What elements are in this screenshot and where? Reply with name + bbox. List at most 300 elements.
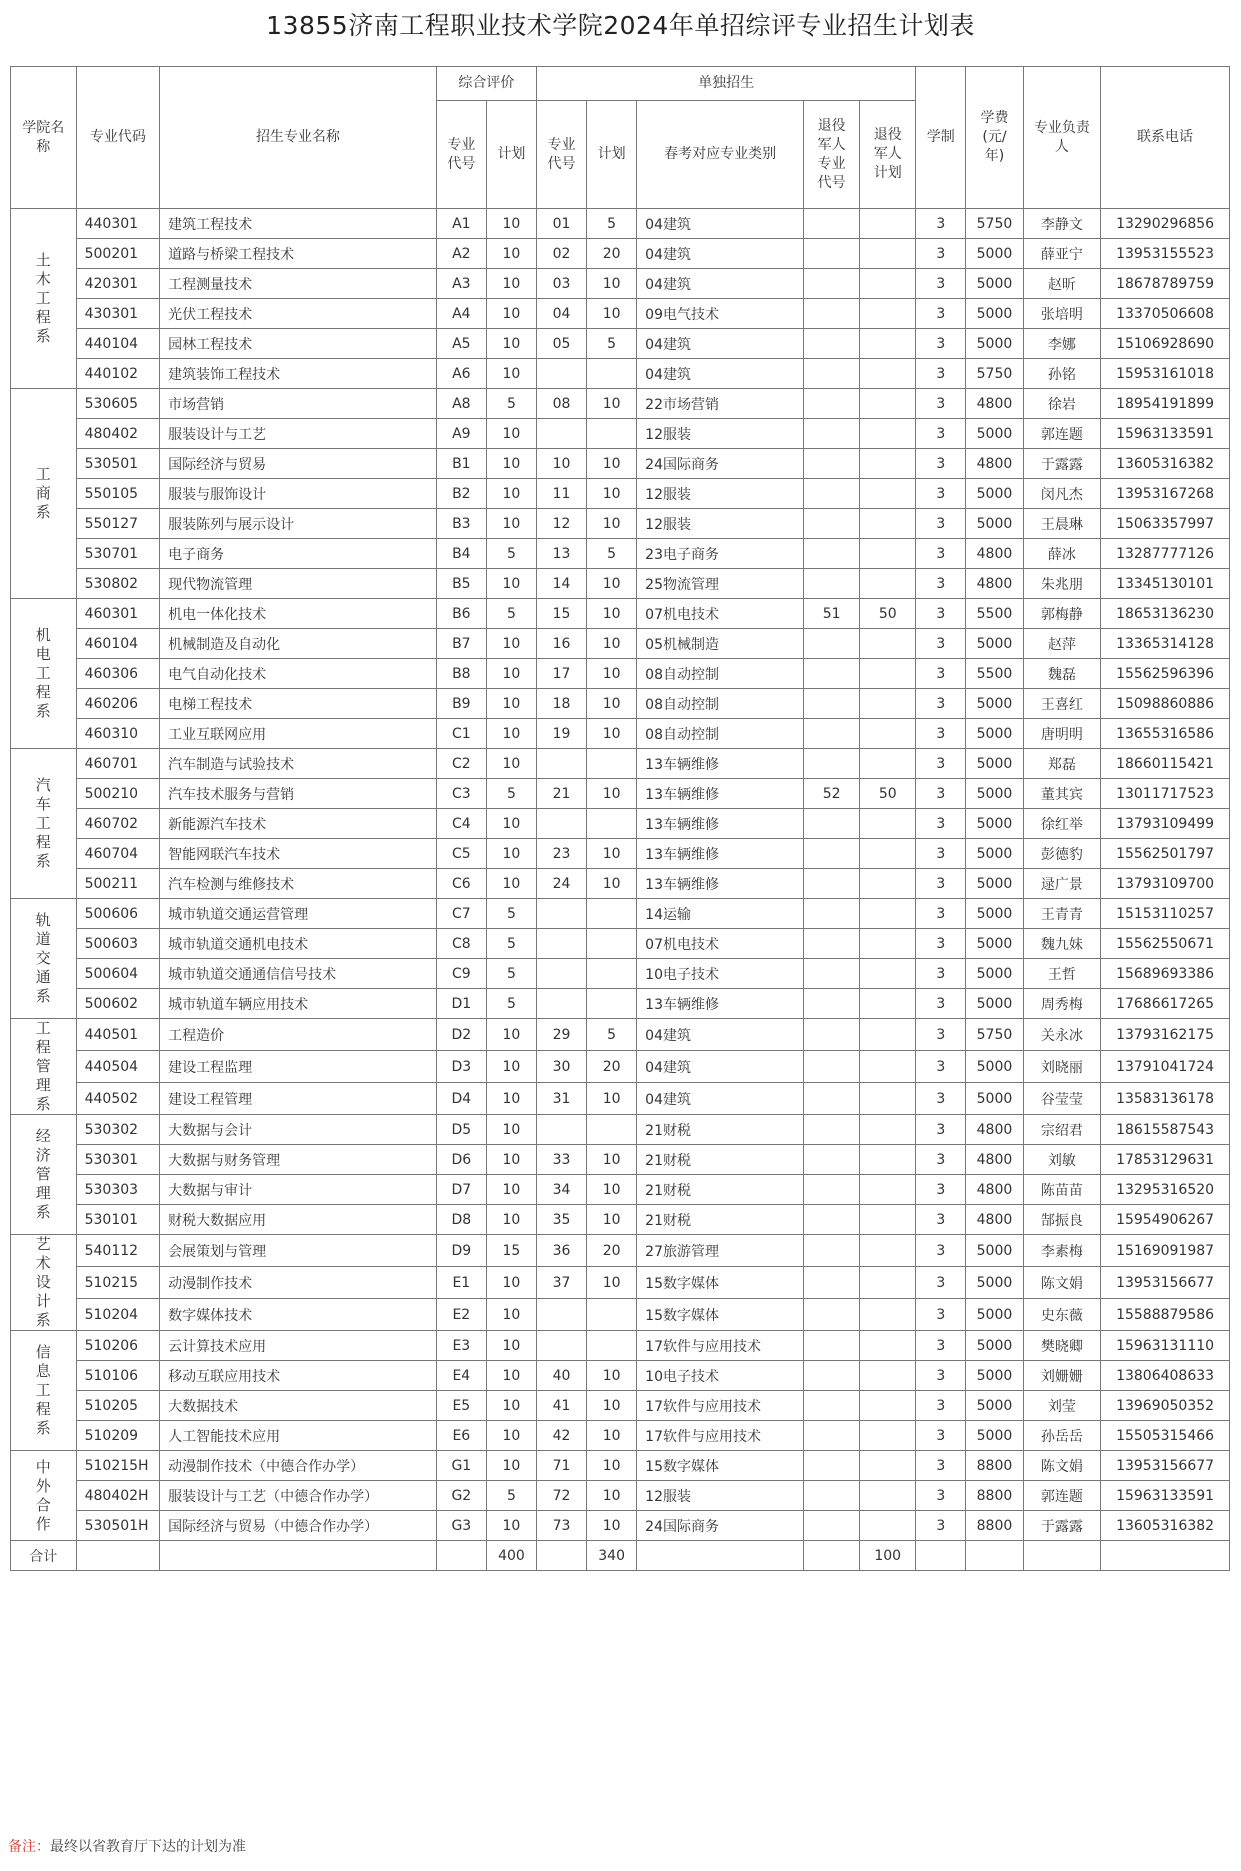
head-cell: 陈苗苗 — [1023, 1175, 1101, 1205]
major-code-cell: 510215H — [76, 1451, 159, 1481]
major-code-cell: 460206 — [76, 689, 159, 719]
phone-cell: 15963133591 — [1101, 419, 1230, 449]
head-cell: 孙铭 — [1023, 359, 1101, 389]
veteran-plan-cell — [860, 1331, 916, 1361]
veteran-plan-cell — [860, 1361, 916, 1391]
ddzs-code-cell: 42 — [536, 1421, 586, 1451]
major-name-cell: 建设工程管理 — [160, 1083, 437, 1115]
major-code-cell: 460701 — [76, 749, 159, 779]
veteran-code-cell: 52 — [804, 779, 860, 809]
ddzs-category-cell: 04建筑 — [637, 1019, 804, 1051]
fee-cell: 4800 — [966, 1175, 1023, 1205]
table-row — [11, 299, 1230, 329]
major-name-cell: 电梯工程技术 — [160, 689, 437, 719]
major-name-cell: 道路与桥梁工程技术 — [160, 239, 437, 269]
table-row — [11, 239, 1230, 269]
table-row — [11, 599, 1230, 629]
table-row — [11, 509, 1230, 539]
department-name: 土木工程系 — [11, 209, 77, 389]
zhpj-code-cell: C1 — [436, 719, 486, 749]
table-row — [11, 1421, 1230, 1451]
ddzs-code-cell — [536, 749, 586, 779]
ddzs-plan-cell: 5 — [587, 539, 637, 569]
head-cell: 樊晓卿 — [1023, 1331, 1101, 1361]
major-name-cell: 现代物流管理 — [160, 569, 437, 599]
fee-cell: 5000 — [966, 929, 1023, 959]
fee-cell: 4800 — [966, 569, 1023, 599]
ddzs-plan-cell — [587, 989, 637, 1019]
ddzs-code-cell — [536, 809, 586, 839]
major-name-cell: 服装与服饰设计 — [160, 479, 437, 509]
fee-cell: 5750 — [966, 1019, 1023, 1051]
fee-cell: 5000 — [966, 1083, 1023, 1115]
major-code-cell: 440104 — [76, 329, 159, 359]
veteran-plan-cell — [860, 569, 916, 599]
veteran-plan-cell — [860, 1511, 916, 1541]
veteran-code-cell — [804, 1331, 860, 1361]
ddzs-category-cell: 17软件与应用技术 — [637, 1391, 804, 1421]
ddzs-code-cell: 34 — [536, 1175, 586, 1205]
ddzs-category-cell: 21财税 — [637, 1175, 804, 1205]
years-cell: 3 — [916, 1451, 966, 1481]
totals-veteran: 100 — [860, 1541, 916, 1571]
table-row — [11, 1511, 1230, 1541]
phone-cell: 13365314128 — [1101, 629, 1230, 659]
table-row — [11, 449, 1230, 479]
header-major-name: 招生专业名称 — [160, 67, 437, 209]
veteran-code-cell — [804, 509, 860, 539]
ddzs-category-cell: 15数字媒体 — [637, 1267, 804, 1299]
phone-cell: 15063357997 — [1101, 509, 1230, 539]
footnote-label: 备注： — [8, 1839, 50, 1855]
years-cell: 3 — [916, 419, 966, 449]
major-name-cell: 工业互联网应用 — [160, 719, 437, 749]
fee-cell: 8800 — [966, 1451, 1023, 1481]
ddzs-plan-cell: 10 — [587, 1361, 637, 1391]
ddzs-code-cell — [536, 359, 586, 389]
years-cell: 3 — [916, 899, 966, 929]
ddzs-category-cell: 04建筑 — [637, 269, 804, 299]
ddzs-category-cell: 21财税 — [637, 1145, 804, 1175]
fee-cell: 5500 — [966, 599, 1023, 629]
ddzs-code-cell: 01 — [536, 209, 586, 239]
ddzs-plan-cell: 10 — [587, 509, 637, 539]
zhpj-code-cell: D2 — [436, 1019, 486, 1051]
ddzs-plan-cell: 10 — [587, 1421, 637, 1451]
major-code-cell: 550127 — [76, 509, 159, 539]
zhpj-code-cell: B9 — [436, 689, 486, 719]
zhpj-plan-cell: 5 — [486, 959, 536, 989]
table-row — [11, 1299, 1230, 1331]
head-cell: 郭连题 — [1023, 1481, 1101, 1511]
head-cell: 王晨琳 — [1023, 509, 1101, 539]
ddzs-plan-cell — [587, 359, 637, 389]
zhpj-plan-cell: 10 — [486, 1361, 536, 1391]
ddzs-plan-cell: 10 — [587, 299, 637, 329]
page-title: 13855济南工程职业技术学院2024年单招综评专业招生计划表 — [266, 11, 975, 40]
header-fee: 学费(元/年) — [966, 67, 1023, 209]
table-row — [11, 1019, 1230, 1051]
years-cell: 3 — [916, 809, 966, 839]
veteran-plan-cell — [860, 839, 916, 869]
header-ddzs-category: 春考对应专业类别 — [637, 101, 804, 209]
major-code-cell: 500606 — [76, 899, 159, 929]
phone-cell: 15562596396 — [1101, 659, 1230, 689]
veteran-plan-cell — [860, 959, 916, 989]
fee-cell: 5000 — [966, 509, 1023, 539]
head-cell: 宗绍君 — [1023, 1115, 1101, 1145]
ddzs-code-cell: 05 — [536, 329, 586, 359]
head-cell: 郜振良 — [1023, 1205, 1101, 1235]
head-cell: 逯广景 — [1023, 869, 1101, 899]
ddzs-plan-cell: 10 — [587, 1391, 637, 1421]
head-cell: 于露露 — [1023, 1511, 1101, 1541]
head-cell: 王喜红 — [1023, 689, 1101, 719]
head-cell: 李静文 — [1023, 209, 1101, 239]
zhpj-code-cell: C3 — [436, 779, 486, 809]
zhpj-code-cell: A2 — [436, 239, 486, 269]
table-row — [11, 1145, 1230, 1175]
zhpj-plan-cell: 10 — [486, 269, 536, 299]
ddzs-plan-cell: 10 — [587, 599, 637, 629]
zhpj-plan-cell: 10 — [486, 719, 536, 749]
phone-cell: 13370506608 — [1101, 299, 1230, 329]
major-name-cell: 电子商务 — [160, 539, 437, 569]
zhpj-plan-cell: 10 — [486, 1051, 536, 1083]
veteran-code-cell — [804, 899, 860, 929]
major-name-cell: 服装设计与工艺 — [160, 419, 437, 449]
table-row — [11, 1267, 1230, 1299]
ddzs-plan-cell: 10 — [587, 269, 637, 299]
major-name-cell: 园林工程技术 — [160, 329, 437, 359]
veteran-plan-cell — [860, 1019, 916, 1051]
table-row — [11, 269, 1230, 299]
zhpj-code-cell: C7 — [436, 899, 486, 929]
zhpj-code-cell: C6 — [436, 869, 486, 899]
veteran-code-cell — [804, 539, 860, 569]
major-name-cell: 工程造价 — [160, 1019, 437, 1051]
fee-cell: 5000 — [966, 839, 1023, 869]
veteran-code-cell — [804, 1205, 860, 1235]
table-row — [11, 389, 1230, 419]
head-cell: 薛亚宁 — [1023, 239, 1101, 269]
veteran-code-cell — [804, 479, 860, 509]
header-major-code: 专业代码 — [76, 67, 159, 209]
fee-cell: 8800 — [966, 1511, 1023, 1541]
major-code-cell: 540112 — [76, 1235, 159, 1267]
ddzs-category-cell: 04建筑 — [637, 359, 804, 389]
table-header — [11, 67, 1230, 209]
zhpj-plan-cell: 10 — [486, 419, 536, 449]
ddzs-plan-cell: 10 — [587, 1175, 637, 1205]
veteran-code-cell — [804, 569, 860, 599]
zhpj-code-cell: D3 — [436, 1051, 486, 1083]
phone-cell: 13345130101 — [1101, 569, 1230, 599]
major-code-cell: 530302 — [76, 1115, 159, 1145]
table-row — [11, 869, 1230, 899]
head-cell: 王青青 — [1023, 899, 1101, 929]
zhpj-code-cell: G3 — [436, 1511, 486, 1541]
ddzs-code-cell: 23 — [536, 839, 586, 869]
department-name: 汽车工程系 — [11, 749, 77, 899]
veteran-code-cell — [804, 1145, 860, 1175]
ddzs-category-cell: 13车辆维修 — [637, 809, 804, 839]
years-cell: 3 — [916, 509, 966, 539]
table-row — [11, 1115, 1230, 1145]
major-name-cell: 服装陈列与展示设计 — [160, 509, 437, 539]
zhpj-code-cell: E3 — [436, 1331, 486, 1361]
ddzs-code-cell — [536, 1299, 586, 1331]
ddzs-plan-cell — [587, 1331, 637, 1361]
major-code-cell: 440501 — [76, 1019, 159, 1051]
zhpj-code-cell: B7 — [436, 629, 486, 659]
ddzs-code-cell: 30 — [536, 1051, 586, 1083]
ddzs-plan-cell: 10 — [587, 689, 637, 719]
major-code-cell: 500201 — [76, 239, 159, 269]
major-name-cell: 市场营销 — [160, 389, 437, 419]
table-row — [11, 959, 1230, 989]
veteran-plan-cell — [860, 869, 916, 899]
veteran-code-cell — [804, 299, 860, 329]
veteran-code-cell — [804, 989, 860, 1019]
zhpj-code-cell: A8 — [436, 389, 486, 419]
head-cell: 刘姗姗 — [1023, 1361, 1101, 1391]
phone-cell: 13287777126 — [1101, 539, 1230, 569]
ddzs-plan-cell: 10 — [587, 1451, 637, 1481]
phone-cell: 13583136178 — [1101, 1083, 1230, 1115]
ddzs-plan-cell — [587, 809, 637, 839]
years-cell: 3 — [916, 1331, 966, 1361]
zhpj-code-cell: E1 — [436, 1267, 486, 1299]
ddzs-category-cell: 13车辆维修 — [637, 839, 804, 869]
zhpj-code-cell: C8 — [436, 929, 486, 959]
ddzs-plan-cell: 5 — [587, 329, 637, 359]
head-cell: 魏九妹 — [1023, 929, 1101, 959]
ddzs-category-cell: 04建筑 — [637, 1051, 804, 1083]
ddzs-plan-cell: 10 — [587, 719, 637, 749]
ddzs-code-cell — [536, 1331, 586, 1361]
head-cell: 刘敏 — [1023, 1145, 1101, 1175]
ddzs-code-cell: 21 — [536, 779, 586, 809]
zhpj-code-cell: A1 — [436, 209, 486, 239]
head-cell: 于露露 — [1023, 449, 1101, 479]
fee-cell: 5000 — [966, 689, 1023, 719]
veteran-plan-cell — [860, 1299, 916, 1331]
ddzs-category-cell: 21财税 — [637, 1205, 804, 1235]
ddzs-category-cell: 25物流管理 — [637, 569, 804, 599]
ddzs-category-cell: 17软件与应用技术 — [637, 1331, 804, 1361]
head-cell: 孙岳岳 — [1023, 1421, 1101, 1451]
ddzs-category-cell: 10电子技术 — [637, 1361, 804, 1391]
zhpj-code-cell: C9 — [436, 959, 486, 989]
phone-cell: 13953156677 — [1101, 1267, 1230, 1299]
years-cell: 3 — [916, 1481, 966, 1511]
ddzs-category-cell: 27旅游管理 — [637, 1235, 804, 1267]
years-cell: 3 — [916, 779, 966, 809]
phone-cell: 13791041724 — [1101, 1051, 1230, 1083]
zhpj-plan-cell: 10 — [486, 1299, 536, 1331]
table-row — [11, 1361, 1230, 1391]
major-name-cell: 数字媒体技术 — [160, 1299, 437, 1331]
veteran-code-cell — [804, 1051, 860, 1083]
major-name-cell: 城市轨道交通通信信号技术 — [160, 959, 437, 989]
veteran-plan-cell — [860, 209, 916, 239]
veteran-plan-cell — [860, 1205, 916, 1235]
ddzs-code-cell — [536, 989, 586, 1019]
veteran-code-cell — [804, 749, 860, 779]
veteran-plan-cell — [860, 419, 916, 449]
major-code-cell: 480402 — [76, 419, 159, 449]
header-comprehensive-eval: 综合评价 — [436, 67, 536, 101]
major-name-cell: 国际经济与贸易（中德合作办学） — [160, 1511, 437, 1541]
veteran-code-cell — [804, 419, 860, 449]
years-cell: 3 — [916, 1115, 966, 1145]
head-cell: 谷莹莹 — [1023, 1083, 1101, 1115]
veteran-code-cell — [804, 1421, 860, 1451]
head-cell: 徐红举 — [1023, 809, 1101, 839]
zhpj-plan-cell: 10 — [486, 1083, 536, 1115]
veteran-code-cell — [804, 239, 860, 269]
zhpj-code-cell: A4 — [436, 299, 486, 329]
head-cell: 董其宾 — [1023, 779, 1101, 809]
veteran-plan-cell — [860, 719, 916, 749]
ddzs-plan-cell: 10 — [587, 479, 637, 509]
years-cell: 3 — [916, 989, 966, 1019]
phone-cell: 17686617265 — [1101, 989, 1230, 1019]
zhpj-code-cell: A3 — [436, 269, 486, 299]
ddzs-code-cell — [536, 1115, 586, 1145]
zhpj-plan-cell: 10 — [486, 1145, 536, 1175]
phone-cell: 13969050352 — [1101, 1391, 1230, 1421]
major-name-cell: 机械制造及自动化 — [160, 629, 437, 659]
fee-cell: 5000 — [966, 1421, 1023, 1451]
ddzs-category-cell: 08自动控制 — [637, 689, 804, 719]
years-cell: 3 — [916, 1019, 966, 1051]
veteran-plan-cell — [860, 899, 916, 929]
table-row — [11, 689, 1230, 719]
zhpj-code-cell: A5 — [436, 329, 486, 359]
veteran-plan-cell — [860, 1115, 916, 1145]
fee-cell: 5000 — [966, 419, 1023, 449]
major-code-cell: 500210 — [76, 779, 159, 809]
zhpj-code-cell: D9 — [436, 1235, 486, 1267]
veteran-plan-cell — [860, 1051, 916, 1083]
zhpj-plan-cell: 10 — [486, 239, 536, 269]
department-name: 轨道交通系 — [11, 899, 77, 1019]
head-cell: 刘晓丽 — [1023, 1051, 1101, 1083]
zhpj-plan-cell: 10 — [486, 749, 536, 779]
ddzs-code-cell: 35 — [536, 1205, 586, 1235]
ddzs-code-cell: 31 — [536, 1083, 586, 1115]
veteran-plan-cell: 50 — [860, 779, 916, 809]
years-cell: 3 — [916, 719, 966, 749]
ddzs-category-cell: 07机电技术 — [637, 929, 804, 959]
veteran-code-cell — [804, 1299, 860, 1331]
major-name-cell: 大数据与会计 — [160, 1115, 437, 1145]
zhpj-code-cell: D6 — [436, 1145, 486, 1175]
fee-cell: 5000 — [966, 899, 1023, 929]
major-name-cell: 新能源汽车技术 — [160, 809, 437, 839]
fee-cell: 5000 — [966, 779, 1023, 809]
ddzs-plan-cell — [587, 1299, 637, 1331]
zhpj-plan-cell: 10 — [486, 449, 536, 479]
ddzs-category-cell: 12服装 — [637, 509, 804, 539]
department-name: 艺术设计系 — [11, 1235, 77, 1331]
ddzs-plan-cell — [587, 419, 637, 449]
major-name-cell: 电气自动化技术 — [160, 659, 437, 689]
years-cell: 3 — [916, 869, 966, 899]
major-code-cell: 420301 — [76, 269, 159, 299]
ddzs-plan-cell: 10 — [587, 1267, 637, 1299]
zhpj-plan-cell: 10 — [486, 1451, 536, 1481]
ddzs-code-cell — [536, 929, 586, 959]
table-row — [11, 629, 1230, 659]
zhpj-code-cell: C4 — [436, 809, 486, 839]
years-cell: 3 — [916, 239, 966, 269]
phone-cell: 13605316382 — [1101, 1511, 1230, 1541]
zhpj-plan-cell: 10 — [486, 479, 536, 509]
fee-cell: 5000 — [966, 1235, 1023, 1267]
head-cell: 徐岩 — [1023, 389, 1101, 419]
major-name-cell: 建筑工程技术 — [160, 209, 437, 239]
ddzs-code-cell: 41 — [536, 1391, 586, 1421]
zhpj-code-cell: G2 — [436, 1481, 486, 1511]
years-cell: 3 — [916, 1421, 966, 1451]
zhpj-code-cell: D1 — [436, 989, 486, 1019]
header-ddzs-code: 专业代号 — [536, 101, 586, 209]
veteran-code-cell — [804, 629, 860, 659]
major-code-cell: 500602 — [76, 989, 159, 1019]
fee-cell: 5000 — [966, 719, 1023, 749]
footnote-text: 最终以省教育厅下达的计划为准 — [50, 1839, 246, 1855]
fee-cell: 5000 — [966, 749, 1023, 779]
major-code-cell: 530303 — [76, 1175, 159, 1205]
ddzs-code-cell: 36 — [536, 1235, 586, 1267]
veteran-code-cell — [804, 1481, 860, 1511]
ddzs-code-cell: 18 — [536, 689, 586, 719]
department-name: 经济管理系 — [11, 1115, 77, 1235]
veteran-plan-cell — [860, 749, 916, 779]
major-name-cell: 汽车制造与试验技术 — [160, 749, 437, 779]
zhpj-code-cell: B6 — [436, 599, 486, 629]
major-code-cell: 530802 — [76, 569, 159, 599]
ddzs-code-cell: 71 — [536, 1451, 586, 1481]
ddzs-plan-cell: 10 — [587, 1083, 637, 1115]
ddzs-code-cell — [536, 419, 586, 449]
years-cell: 3 — [916, 659, 966, 689]
veteran-plan-cell — [860, 359, 916, 389]
ddzs-code-cell: 02 — [536, 239, 586, 269]
major-name-cell: 人工智能技术应用 — [160, 1421, 437, 1451]
header-independent-enrollment: 单独招生 — [536, 67, 915, 101]
veteran-code-cell — [804, 1451, 860, 1481]
phone-cell: 17853129631 — [1101, 1145, 1230, 1175]
major-name-cell: 国际经济与贸易 — [160, 449, 437, 479]
years-cell: 3 — [916, 1267, 966, 1299]
phone-cell: 15106928690 — [1101, 329, 1230, 359]
table-row — [11, 1051, 1230, 1083]
ddzs-category-cell: 13车辆维修 — [637, 749, 804, 779]
veteran-plan-cell — [860, 1267, 916, 1299]
years-cell: 3 — [916, 629, 966, 659]
veteran-plan-cell — [860, 329, 916, 359]
fee-cell: 4800 — [966, 389, 1023, 419]
years-cell: 3 — [916, 689, 966, 719]
head-cell: 郭连题 — [1023, 419, 1101, 449]
fee-cell: 5000 — [966, 1361, 1023, 1391]
major-name-cell: 财税大数据应用 — [160, 1205, 437, 1235]
table-row — [11, 1391, 1230, 1421]
